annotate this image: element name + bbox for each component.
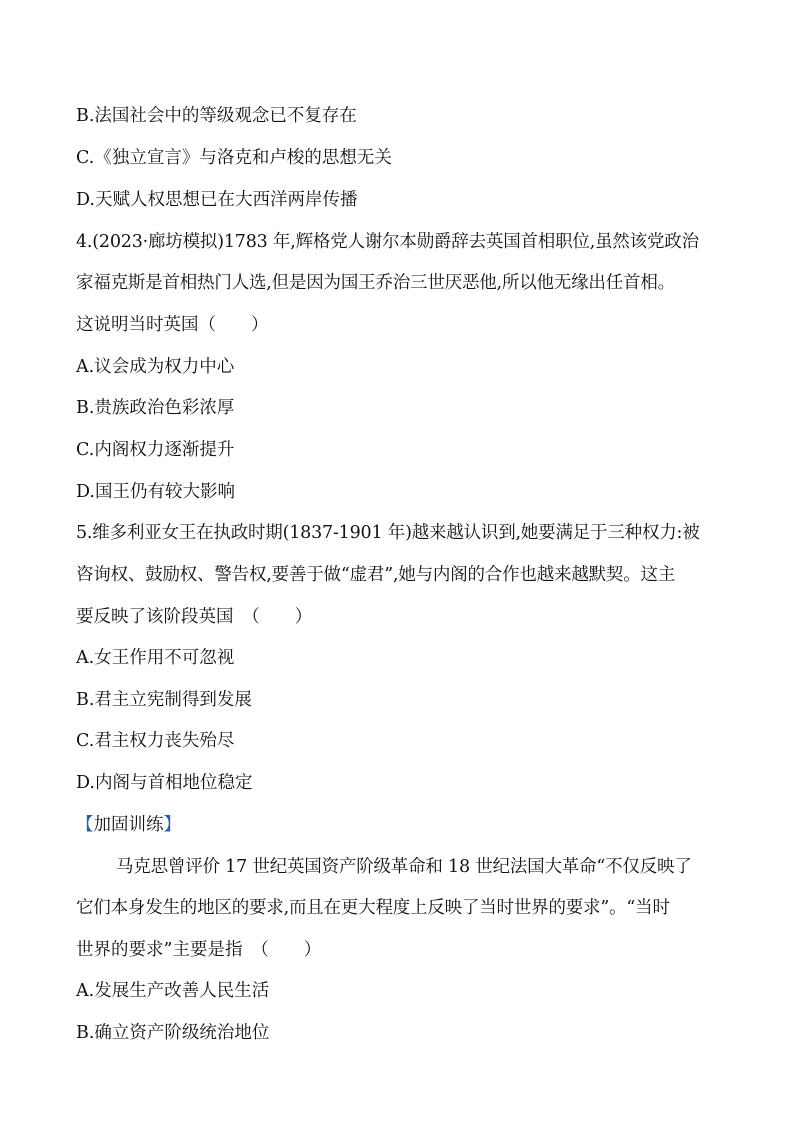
heading-bracket-left: 【 — [76, 815, 94, 835]
reinforce-stem-line-2: 它们本身发生的地区的要求,而且在更大程度上反映了当时世界的要求”。“当时 — [76, 898, 670, 918]
reinforce-stem-line-3: 世界的要求”主要是指 （ ） — [76, 940, 322, 960]
q4-option-c: C.内阁权力逐渐提升 — [76, 440, 235, 460]
q3-option-b: B.法国社会中的等级观念已不复存在 — [76, 106, 357, 126]
q5-stem-line-2: 咨询权、鼓励权、警告权,要善于做“虚君”,她与内阁的合作也越来越默契。这主 — [76, 565, 676, 585]
q5-option-c: C.君主权力丧失殆尽 — [76, 731, 235, 751]
q5-stem-line-1: 5.维多利亚女王在执政时期(1837-1901 年)越来越认识到,她要满足于三种权力:被 — [76, 523, 700, 543]
reinforce-stem-line-1: 马克思曾评价 17 世纪英国资产阶级革命和 18 世纪法国大革命“不仅反映了 — [116, 857, 692, 877]
q3-option-c: C.《独立宣言》与洛克和卢梭的思想无关 — [76, 148, 392, 168]
heading-bracket-right: 】 — [163, 815, 181, 835]
q5-option-d: D.内阁与首相地位稳定 — [76, 773, 253, 793]
reinforce-heading — [76, 813, 181, 837]
q4-option-d: D.国王仍有较大影响 — [76, 482, 235, 502]
q4-option-a: A.议会成为权力中心 — [76, 357, 235, 377]
q3-option-d: D.天赋人权思想已在大西洋两岸传播 — [76, 190, 358, 210]
q5-stem-line-3: 要反映了该阶段英国 （ ） — [76, 607, 313, 627]
q4-stem-line-1: 4.(2023·廊坊模拟)1783 年,辉格党人谢尔本勋爵辞去英国首相职位,虽然该党政治 — [76, 232, 699, 252]
reinforce-option-a: A.发展生产改善人民生活 — [76, 981, 270, 1001]
q4-stem-line-2: 家福克斯是首相热门人选,但是因为国王乔治三世厌恶他,所以他无缘出任首相。 — [76, 273, 675, 293]
q5-option-a: A.女王作用不可忽视 — [76, 648, 235, 668]
q4-stem-line-3: 这说明当时英国（ ） — [76, 315, 269, 335]
reinforce-option-b: B.确立资产阶级统治地位 — [76, 1023, 270, 1043]
reinforce-title: 加固训练 — [93, 815, 164, 835]
q4-option-b: B.贵族政治色彩浓厚 — [76, 398, 235, 418]
q5-option-b: B.君主立宪制得到发展 — [76, 690, 252, 710]
